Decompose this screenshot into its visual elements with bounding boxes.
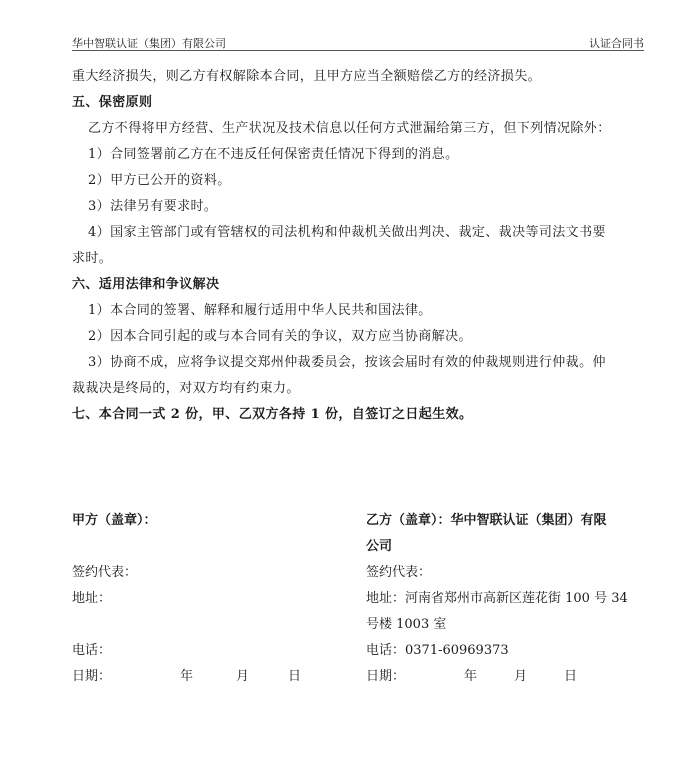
party-a-date-label: 日期：	[72, 669, 112, 684]
section-heading-6: 六、适用法律和争议解决	[72, 277, 220, 292]
party-b-year: 年	[464, 669, 478, 684]
list-item: 1）本合同的签署、解释和履行适用中华人民共和国法律。	[88, 303, 432, 318]
party-a-day: 日	[288, 669, 302, 684]
header-doc-title: 认证合同书	[589, 37, 644, 50]
page-header	[72, 34, 644, 51]
list-item: 2）因本合同引起的或与本合同有关的争议，双方应当协商解决。	[88, 329, 472, 344]
section-heading-7: 七、本合同一式 2 份，甲、乙双方各持 1 份，自签订之日起生效。	[72, 407, 473, 422]
list-item: 4）国家主管部门或有管辖权的司法机构和仲裁机关做出判决、裁定、裁决等司法文书要	[88, 225, 606, 240]
list-item: 2）甲方已公开的资料。	[88, 173, 231, 188]
party-a-details	[72, 560, 301, 690]
party-b-date	[366, 664, 628, 690]
list-item: 1）合同签署前乙方在不违反任何保密责任情况下得到的消息。	[88, 147, 459, 162]
list-item-continuation: 求时。	[72, 251, 113, 266]
list-item: 3）法律另有要求时。	[88, 199, 218, 214]
list-item: 3）协商不成，应将争议提交郑州仲裁委员会，按该会届时有效的仲裁规则进行仲裁。仲	[88, 355, 606, 370]
party-b-month: 月	[514, 669, 528, 684]
party-a-block	[72, 508, 157, 534]
header-company: 华中智联认证（集团）有限公司	[72, 37, 226, 50]
party-b-date-label: 日期：	[366, 669, 406, 684]
party-a-rep: 签约代表：	[72, 565, 138, 580]
party-a-phone: 电话：	[72, 643, 112, 658]
party-b-block	[366, 508, 628, 690]
section-heading-5: 五、保密原则	[72, 95, 153, 110]
party-a-month: 月	[236, 669, 250, 684]
paragraph: 重大经济损失，则乙方有权解除本合同，且甲方应当全额赔偿乙方的经济损失。	[72, 69, 542, 84]
party-b-address: 地址：河南省郑州市高新区莲花街 100 号 34	[366, 591, 628, 606]
party-a-year: 年	[180, 669, 194, 684]
party-a-title: 甲方（盖章）：	[72, 513, 157, 528]
party-b-address-cont: 号楼 1003 室	[366, 617, 447, 632]
party-b-day: 日	[564, 669, 578, 684]
list-item-continuation: 裁裁决是终局的，对双方均有约束力。	[72, 381, 300, 396]
party-b-phone: 电话：0371-60969373	[366, 643, 509, 658]
party-b-title: 乙方（盖章）：华中智联认证（集团）有限	[366, 513, 607, 528]
party-a-address: 地址：	[72, 591, 112, 606]
party-a-date	[72, 664, 301, 690]
paragraph: 乙方不得将甲方经营、生产状况及技术信息以任何方式泄漏给第三方，但下列情况除外：	[88, 121, 611, 136]
party-b-title-cont: 公司	[366, 539, 393, 554]
contract-body	[72, 64, 644, 428]
party-b-rep: 签约代表：	[366, 565, 432, 580]
